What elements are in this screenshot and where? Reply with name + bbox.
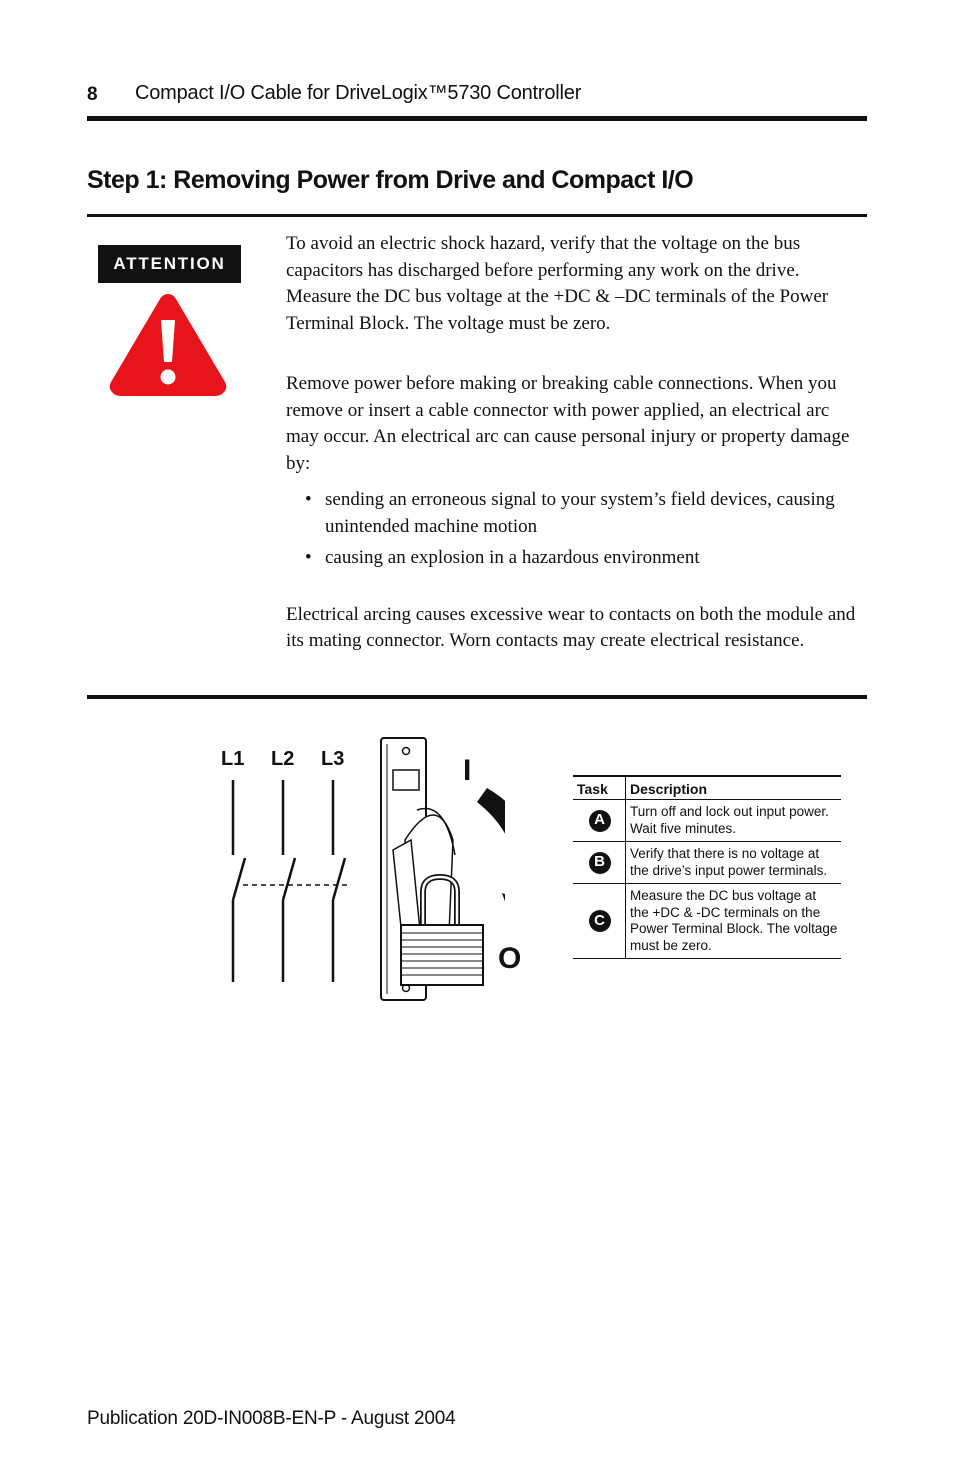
bullet-icon: • — [305, 489, 312, 510]
running-title: Compact I/O Cable for DriveLogix™5730 Controller — [135, 82, 582, 104]
attention-top-rule — [87, 214, 867, 217]
table-row — [573, 884, 841, 959]
task-letter-badge: B — [589, 852, 611, 874]
table-header-row — [573, 776, 841, 800]
table-row — [573, 842, 841, 884]
disconnect-figure — [215, 730, 522, 1005]
list-item-text: sending an erroneous signal to your system’s field devices, causing unintended machine motion — [325, 489, 835, 537]
task-description: Verify that there is no voltage at the drive’s input power terminals. — [626, 842, 842, 884]
section-title: Step 1: Removing Power from Drive and Compact I/O — [87, 166, 694, 194]
table-row — [573, 800, 841, 842]
task-description: Measure the DC bus voltage at the +DC & -DC terminals on the Power Terminal Block. The voltage must be zero. — [626, 884, 842, 959]
task-letter-badge: C — [589, 910, 611, 932]
page-header — [87, 80, 867, 120]
bullet-icon: • — [305, 547, 312, 568]
attention-bottom-rule — [87, 695, 867, 699]
task-table — [573, 775, 841, 959]
phase-label-l2: L2 — [271, 748, 295, 770]
warning-triangle-icon — [107, 290, 229, 398]
attention-text — [286, 231, 866, 655]
off-position-label: O — [498, 942, 522, 975]
three-phase-lines — [233, 780, 345, 982]
on-position-label: I — [463, 754, 472, 787]
phase-label-l3: L3 — [321, 748, 345, 770]
attention-paragraph-3: Electrical arcing causes excessive wear to contacts on both the module and its mating connector. Worn contacts may create electrical resistance. — [286, 603, 856, 651]
disconnect-switch-drawing — [215, 730, 505, 1005]
task-description: Turn off and lock out input power. Wait five minutes. — [626, 800, 842, 842]
exclamation-dot — [161, 370, 176, 385]
attention-paragraph-2: Remove power before making or breaking cable connections. When you remove or insert a cable connector with power applied, an electrical arc may occur. An electrical arc can cause personal injury or property damage by: — [286, 373, 850, 474]
column-header-task: Task — [573, 776, 626, 800]
list-item — [286, 545, 866, 572]
list-item-text: causing an explosion in a hazardous environment — [325, 547, 700, 568]
task-letter-badge: A — [589, 810, 611, 832]
page-number: 8 — [87, 84, 98, 105]
attention-paragraph-1: To avoid an electric shock hazard, verify that the voltage on the bus capacitors has discharged before performing any work on the drive. Measure the DC bus voltage at the +DC & –DC terminals of the Power Terminal Block. The voltage must be zero. — [286, 233, 829, 334]
list-item — [286, 487, 866, 540]
hazard-list — [286, 487, 866, 572]
column-header-description: Description — [626, 776, 842, 800]
phase-label-l1: L1 — [221, 748, 245, 770]
rotation-arrow-icon — [477, 788, 505, 930]
page-footer: Publication 20D-IN008B-EN-P - August 2004 — [87, 1408, 456, 1429]
header-rule — [87, 116, 867, 121]
attention-badge: ATTENTION — [98, 245, 241, 283]
